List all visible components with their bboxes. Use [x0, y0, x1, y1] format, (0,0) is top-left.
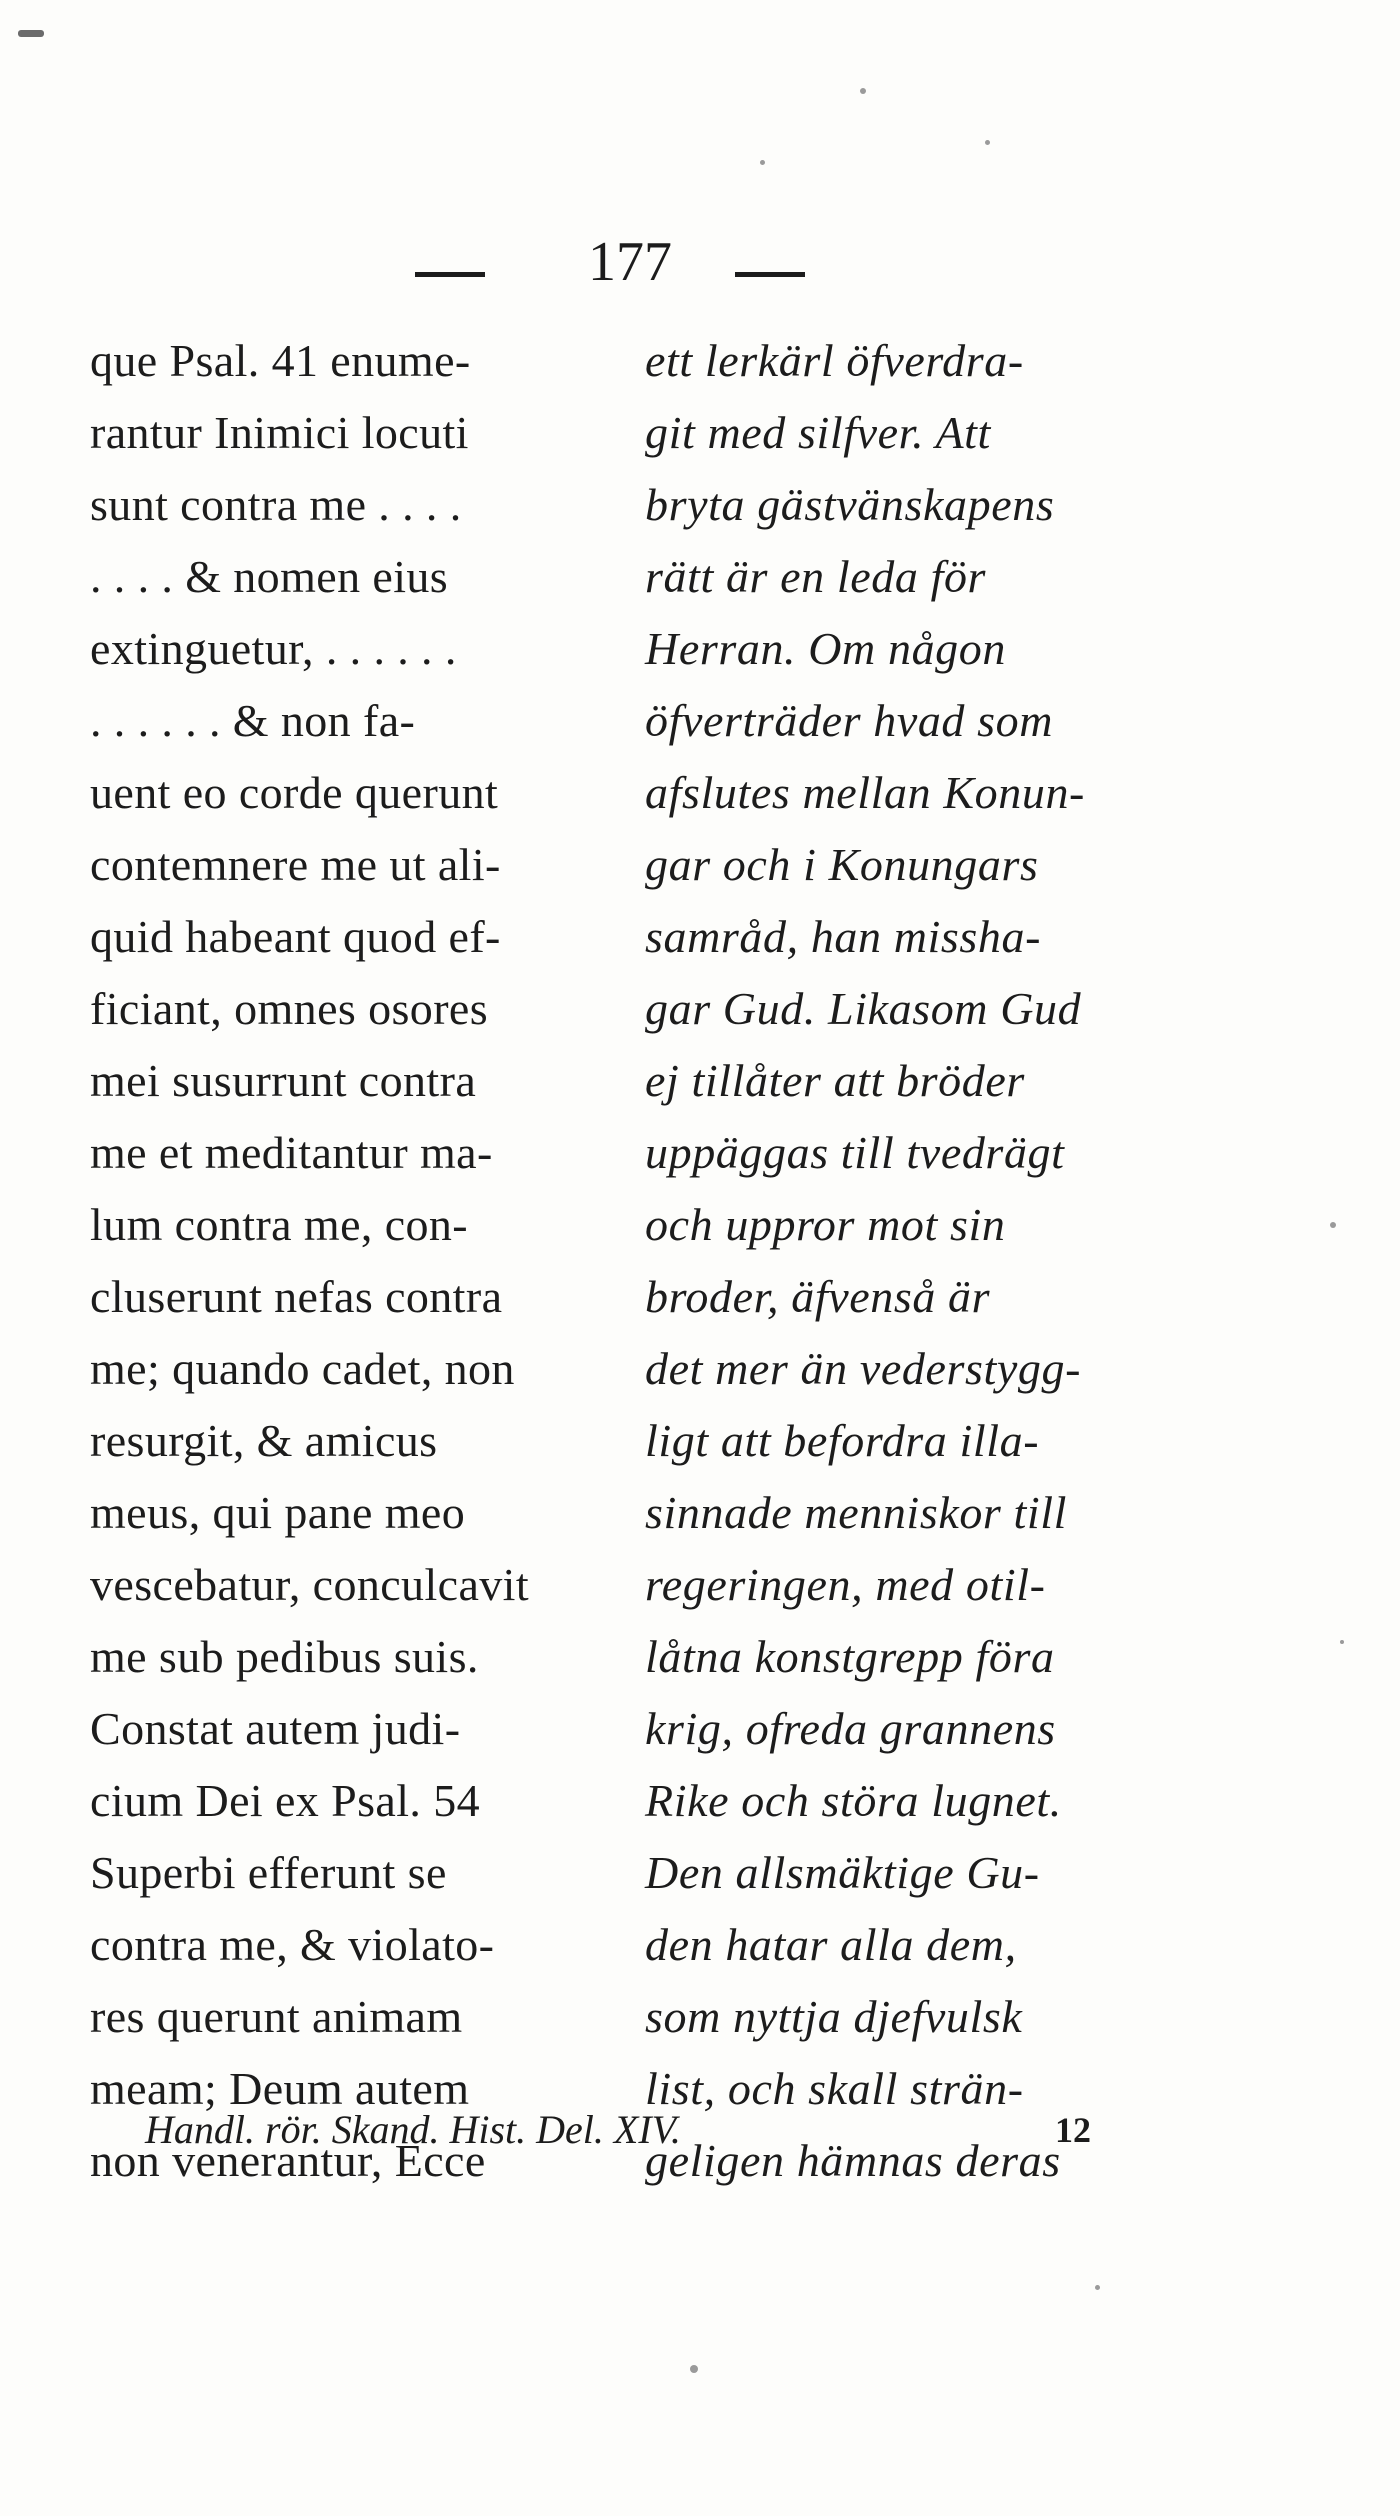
text-line: regeringen, med otil- — [645, 1559, 1046, 1610]
text-line: Superbi efferunt se — [90, 1847, 447, 1898]
text-line: quid habeant quod ef- — [90, 911, 501, 962]
text-line: Rike och störa lugnet. — [645, 1775, 1062, 1826]
text-line: ej tillåter att bröder — [645, 1055, 1025, 1106]
paper-speck — [1340, 1640, 1344, 1644]
text-line: ett lerkärl öfverdra- — [645, 335, 1024, 386]
text-line: låtna konstgrepp föra — [645, 1631, 1055, 1682]
text-line: geligen hämnas deras — [645, 2135, 1061, 2186]
text-line: me; quando cadet, non — [90, 1343, 515, 1394]
text-line: . . . . . . & non fa- — [90, 695, 416, 746]
text-line: rantur Inimici locuti — [90, 407, 469, 458]
text-line: lum contra me, con- — [90, 1199, 469, 1250]
text-line: que Psal. 41 enume- — [90, 335, 471, 386]
text-line: bryta gästvänskapens — [645, 479, 1055, 530]
text-line: som nyttja djefvulsk — [645, 1991, 1023, 2042]
text-line: Den allsmäktige Gu- — [645, 1847, 1040, 1898]
text-line: sunt contra me . . . . — [90, 479, 462, 530]
text-line: gar och i Konungars — [645, 839, 1039, 890]
paper-speck — [1095, 2285, 1100, 2290]
sheet-number: 12 — [1055, 2110, 1091, 2150]
text-line: me et meditantur ma- — [90, 1127, 493, 1178]
paper-speck — [985, 140, 990, 145]
header-dash-left — [415, 272, 485, 277]
text-line: extinguetur, . . . . . . — [90, 623, 457, 674]
paper-speck — [18, 30, 44, 37]
signature-mark: Handl. rör. Skand. Hist. Del. XIV. — [145, 2107, 681, 2152]
text-line: non venerantur, Ecce — [90, 2135, 486, 2186]
text-line: Herran. Om någon — [645, 623, 1006, 674]
text-line: res querunt animam — [90, 1991, 463, 2042]
text-line: broder, äfvenså är — [645, 1271, 991, 1322]
text-line: list, och skall strän- — [645, 2063, 1024, 2114]
header-dash-right — [735, 272, 805, 277]
text-line: uppäggas till tvedrägt — [645, 1127, 1065, 1178]
text-line: sinnade menniskor till — [645, 1487, 1068, 1538]
page-header — [0, 222, 1400, 292]
text-line: vescebatur, conculcavit — [90, 1559, 530, 1610]
text-line: afslutes mellan Konun- — [645, 767, 1085, 818]
paper-speck — [1330, 1222, 1336, 1228]
text-line: gar Gud. Likasom Gud — [645, 983, 1082, 1034]
text-line: . . . . & nomen eius — [90, 551, 449, 602]
text-line: me sub pedibus suis. — [90, 1631, 479, 1682]
paper-speck — [860, 88, 866, 94]
text-line: Constat autem judi- — [90, 1703, 461, 1754]
page-number: 177 — [588, 231, 672, 293]
text-line: mei susurrunt contra — [90, 1055, 477, 1106]
text-line: öfverträder hvad som — [645, 695, 1054, 746]
text-line: ficiant, omnes osores — [90, 983, 489, 1034]
text-line: cium Dei ex Psal. 54 — [90, 1775, 480, 1826]
text-line: contra me, & violato- — [90, 1919, 495, 1970]
page-footer — [0, 2098, 1400, 2162]
paper-speck — [760, 160, 765, 165]
swedish-column — [645, 325, 1180, 2197]
text-line: samråd, han missha- — [645, 911, 1042, 962]
text-line: cluserunt nefas contra — [90, 1271, 503, 1322]
text-line: contemnere me ut ali- — [90, 839, 501, 890]
latin-column — [90, 325, 600, 2197]
text-line: ligt att befordra illa- — [645, 1415, 1040, 1466]
paper-speck — [690, 2365, 698, 2373]
text-line: och uppror mot sin — [645, 1199, 1006, 1250]
text-line: git med silfver. Att — [645, 407, 991, 458]
text-line: den hatar alla dem, — [645, 1919, 1017, 1970]
text-line: resurgit, & amicus — [90, 1415, 438, 1466]
text-line: meam; Deum autem — [90, 2063, 470, 2114]
text-line: krig, ofreda grannens — [645, 1703, 1056, 1754]
text-line: det mer än vederstygg- — [645, 1343, 1082, 1394]
text-line: uent eo corde querunt — [90, 767, 499, 818]
text-line: rätt är en leda för — [645, 551, 987, 602]
text-line: meus, qui pane meo — [90, 1487, 466, 1538]
